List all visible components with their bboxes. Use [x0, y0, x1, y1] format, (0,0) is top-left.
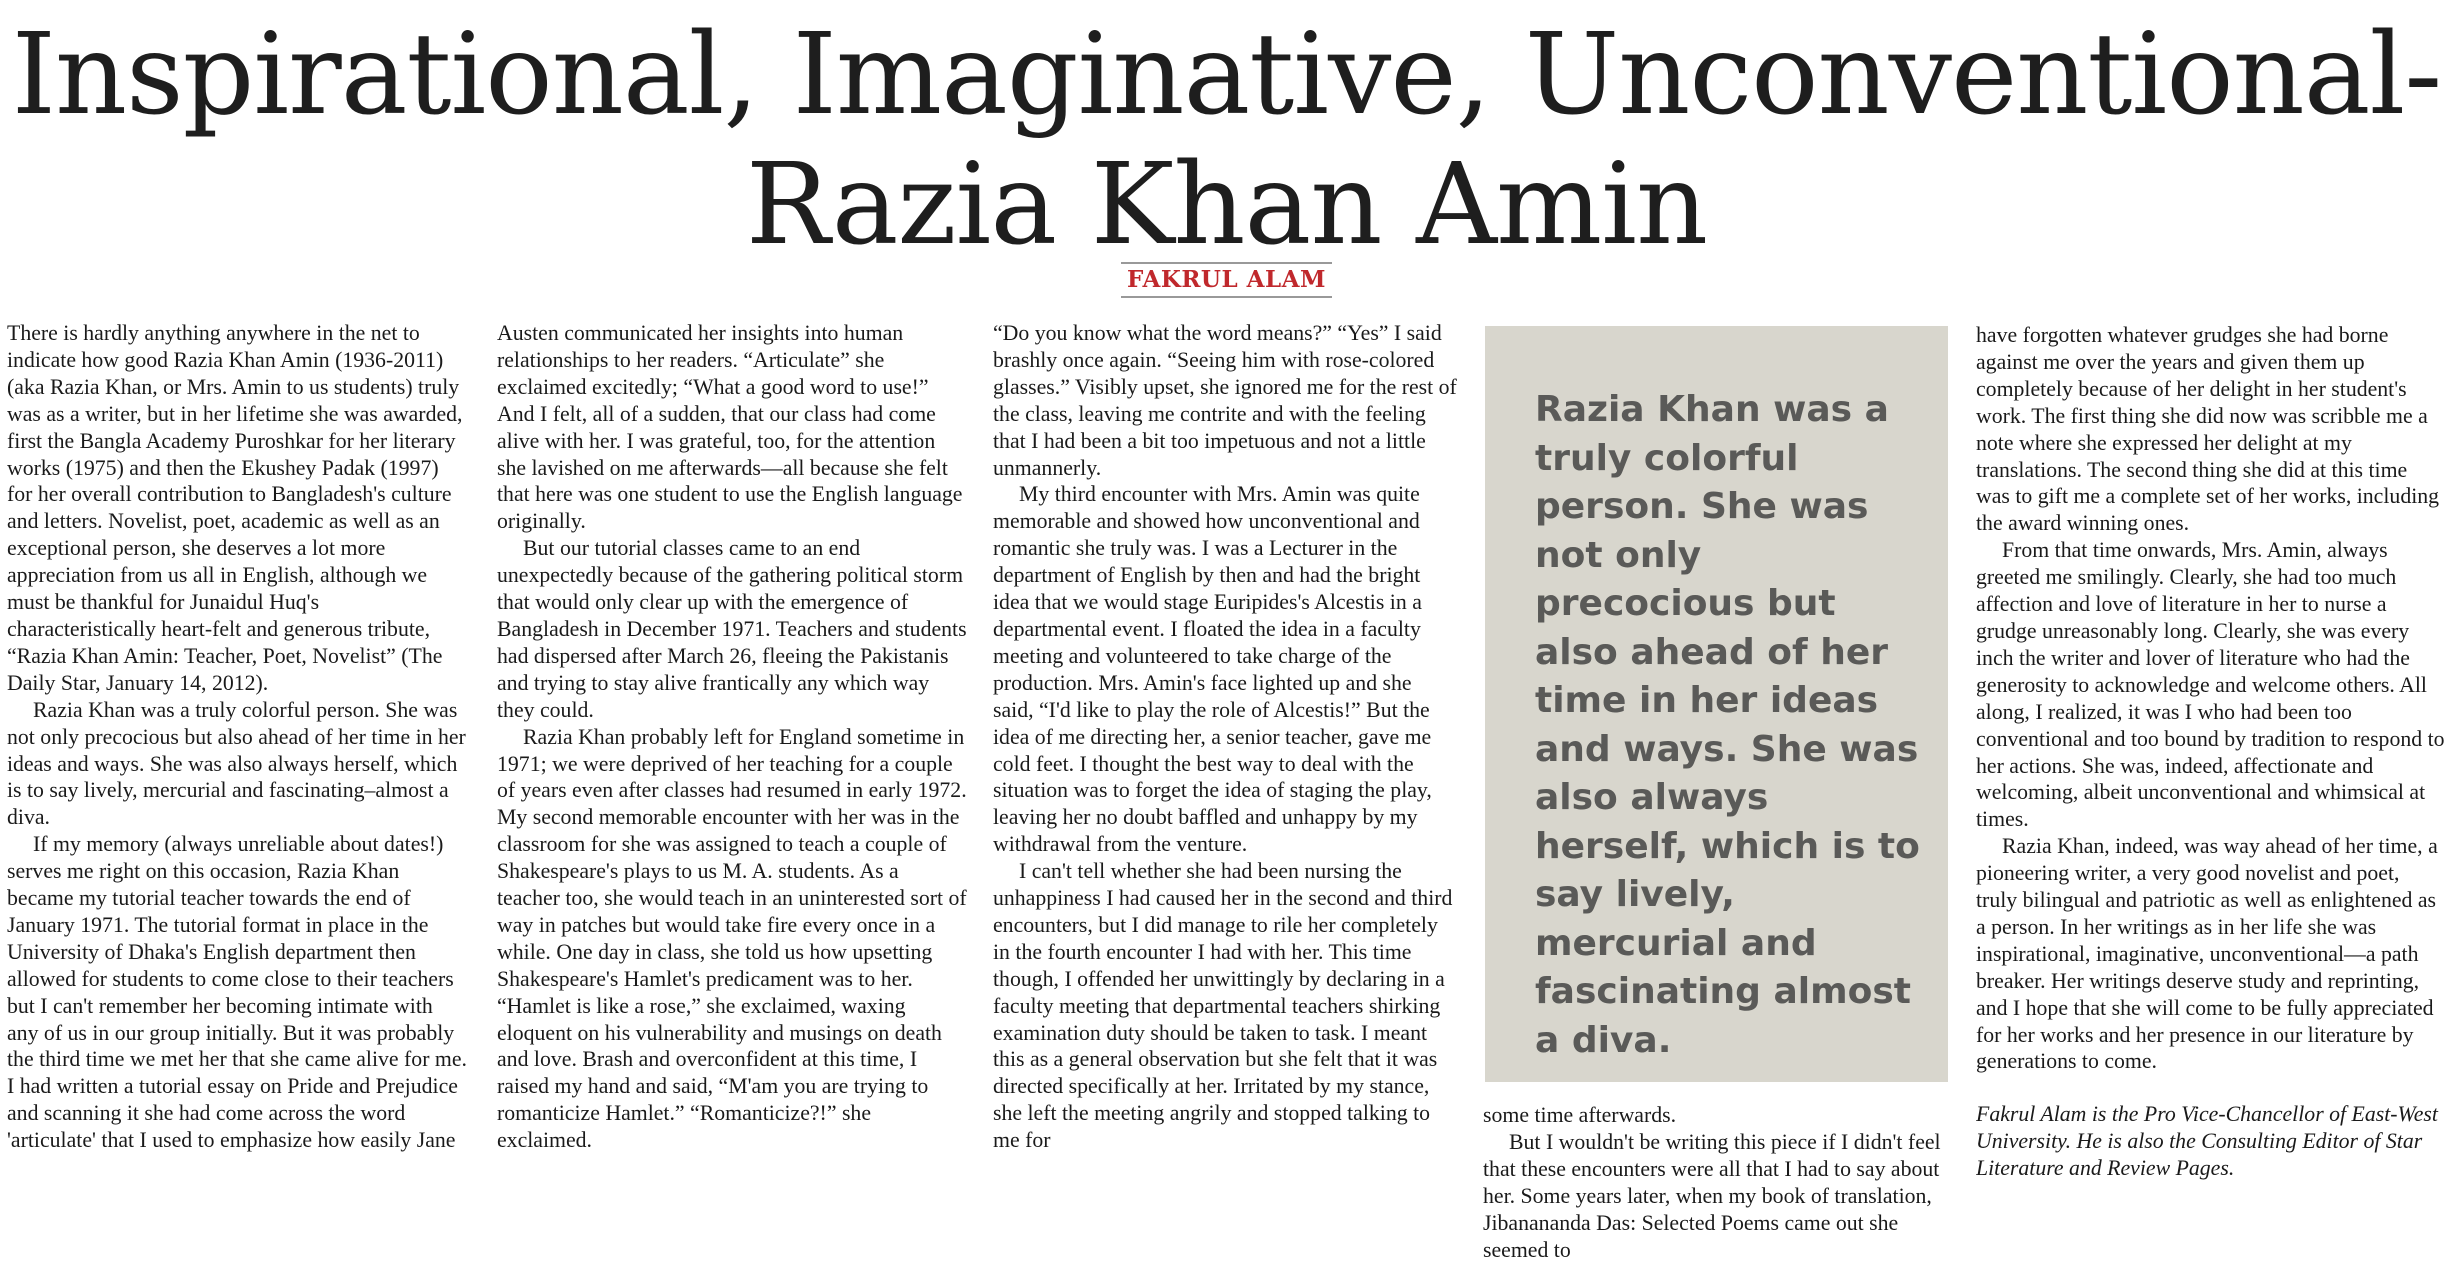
- paragraph: some time afterwards.: [1483, 1103, 1677, 1127]
- paragraph: From that time onwards, Mrs. Amin, always greeted me smilingly. Clearly, she had too much affection and love of literature in her to nurse a grudge unreasonably long. Clearly, she was every inch the writer and lover of literature who had the generosity to acknowledge and welcome others. All along, I realized, it was I who had been too conventional and too bound by tradition to respond to her actions. She was, indeed, affectionate and welcoming, albeit unconventional and whimsical at times.: [1976, 538, 2445, 832]
- paragraph: If my memory (always unreliable about dates!) serves me right on this occasion, Razia Khan became my tutorial teacher towards the end of January 1971. The tutorial format in place in the University of Dhaka's English department then allowed for students to come close to their teachers but I can't remember her becoming intimate with any of us in our group initially. But it was probably the third time we met her that she came alive for me. I had written a tutorial essay on Pride and Prejudice and scanning it she had come across the word 'articulate' that I used to emphasize how easily Jane: [7, 832, 467, 1153]
- author-byline: FAKRUL ALAM: [1121, 262, 1332, 298]
- paragraph: I can't tell whether she had been nursing the unhappiness I had caused her in the second and third encounters, but I did manage to rile her completely in the fourth encounter I had with her. This time though, I offended her unwittingly by declaring in a faculty meeting that departmental teachers shirking examination duty should be taken to task. I meant this as a general observation but she felt that it was directed specifically at her. Irritated by my stance, she left the meeting angrily and stopped talking to me for: [993, 859, 1453, 1153]
- paragraph: have forgotten whatever grudges she had borne against me over the years and given them up completely because of her delight in her student's work. The first thing she did now was scribble me a note where she expressed her delight at my translations. The second thing she did at this time was to gift me a complete set of her works, including the award winning ones.: [1976, 323, 2440, 536]
- paragraph: Razia Khan was a truly colorful person. She was not only precocious but also ahead of her time in her ideas and ways. She was also always herself, which is to say lively, mercurial and fascinating–almost a diva.: [7, 697, 466, 830]
- article-headline: [0, 10, 2453, 270]
- author-note: Fakrul Alam is the Pro Vice-Chancellor of East-West University. He is also the Consulting Editor of Star Literature and Review Pages.: [1976, 1102, 2438, 1181]
- headline-line-2: Razia Khan Amin: [745, 140, 1708, 270]
- column-3: [993, 320, 1457, 1266]
- column-4: [1483, 1102, 1951, 1266]
- paragraph: Razia Khan probably left for England sometime in 1971; we were deprived of her teaching for a couple of years even after classes had resumed in early 1972. My second memorable encounter with her was in the classroom for she was assigned to teach a couple of Shakespeare's plays to us M. A. students. As a teacher too, she would teach in an uninterested sort of way in patches but would take fire every once in a while. One day in class, she told us how upsetting Shakespeare's Hamlet's predicament was to her. “Hamlet is like a rose,” she exclaimed, waxing eloquent on his vulnerability and musings on death and love. Brash and overconfident at this time, I raised my hand and said, “M'am you are trying to romanticize Hamlet.” “Romanticize?!” she exclaimed.: [497, 724, 967, 1153]
- column-1: [7, 320, 469, 1266]
- pull-quote-text: Razia Khan was a truly colorful person. She was not only precocious but also ahead of her time in her ideas and ways. She was also always herself, which is to say lively, mercurial and fascinating almost a diva.: [1535, 389, 1920, 1061]
- paragraph: “Do you know what the word means?” “Yes” I said brashly once again. “Seeing him with rose-colored glasses.” Visibly upset, she ignored me for the rest of the class, leaving me contrite and with the feeling that I had been a bit too impetuous and not a little unmannerly.: [993, 321, 1457, 480]
- paragraph: There is hardly anything anywhere in the net to indicate how good Razia Khan Amin (1936-2011) (aka Razia Khan, or Mrs. Amin to us students) truly was as a writer, but in her lifetime she was awarded, first the Bangla Academy Puroshkar for her literary works (1975) and then the Ekushey Padak (1997) for her overall contribution to Bangladesh's culture and letters. Novelist, poet, academic as well as an exceptional person, she deserves a lot more appreciation from us all in English, although we must be thankful for Junaidul Huq's characteristically heart-felt and generous tribute, “Razia Khan Amin: Teacher, Poet, Novelist” (The Daily Star, January 14, 2012).: [7, 321, 463, 695]
- paragraph: Austen communicated her insights into human relationships to her readers. “Articulate” she exclaimed excitedly; “What a good word to use!” And I felt, all of a sudden, that our class had come alive with her. I was grateful, too, for the attention she lavished on me afterwards—all because she felt that here was one student to use the English language originally.: [497, 321, 963, 534]
- column-5: [1976, 322, 2446, 1266]
- column-2: [497, 320, 967, 1266]
- paragraph: Razia Khan, indeed, was way ahead of her time, a pioneering writer, a very good novelist and poet, truly bilingual and patriotic as well as enlightened as a person. In her writings as in her life she was inspirational, imaginative, unconventional—a path breaker. Her writings deserve study and reprinting, and I hope that she will come to be fully appreciated for her works and her presence in our literature by generations to come.: [1976, 834, 2438, 1074]
- headline-line-1: Inspirational, Imaginative, Unconventional-: [11, 10, 2442, 140]
- pull-quote-box: [1485, 326, 1948, 1082]
- paragraph: My third encounter with Mrs. Amin was quite memorable and showed how unconventional and romantic she truly was. I was a Lecturer in the department of English by then and had the bright idea that we would stage Euripides's Alcestis in a departmental event. I floated the idea in a faculty meeting and volunteered to take charge of the production. Mrs. Amin's face lighted up and she said, “I'd like to play the role of Alcestis!” But the idea of me directing her, a senior teacher, gave me cold feet. I thought the best way to deal with the situation was to forget the idea of staging the play, leaving her no doubt baffled and unhappy by my withdrawal from the venture.: [993, 482, 1432, 857]
- paragraph: But our tutorial classes came to an end unexpectedly because of the gathering political storm that would only clear up with the emergence of Bangladesh in December 1971. Teachers and students had dispersed after March 26, fleeing the Pakistanis and trying to stay alive frantically any which way they could.: [497, 536, 967, 722]
- paragraph: But I wouldn't be writing this piece if I didn't feel that these encounters were all that I had to say about her. Some years later, when my book of translation, Jibanananda Das: Selected Poems came out she seemed to: [1483, 1129, 1941, 1262]
